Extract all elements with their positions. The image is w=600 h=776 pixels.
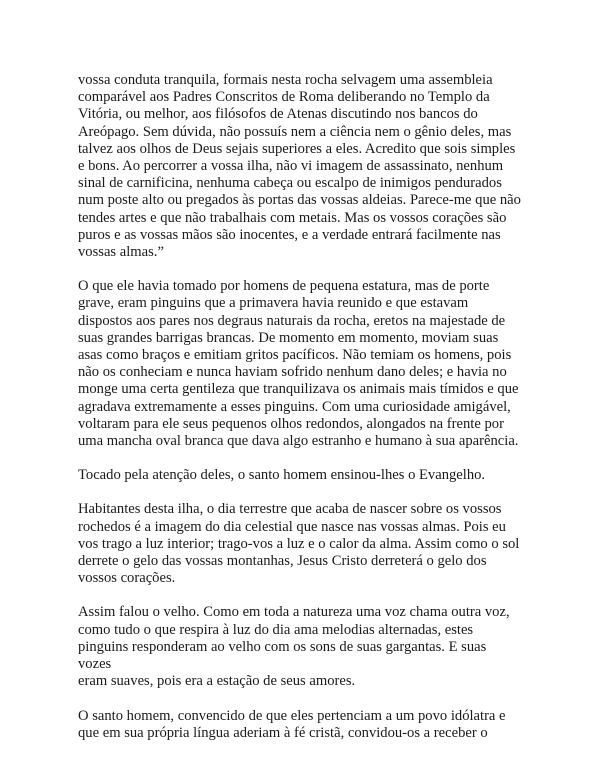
paragraph-4: Habitantes desta ilha, o dia terrestre que acaba de nascer sobre os vossos rochedos é a imagem do dia celestial que nasce nas vossas almas. Pois eu vos trago a luz interior; trago-vos a luz e o calor da alma. Assim como o sol derrete o gelo das vossas montanhas, Jesus Cristo derreterá o gelo dos vossos corações. (78, 501, 520, 587)
paragraph-5: Assim falou o velho. Como em toda a natureza uma voz chama outra voz, como tudo o que respira à luz do dia ama melodias alternadas, estes pinguins responderam ao velho com os sons de suas gargantas. E suas vozes eram suaves, pois era a estação de seus amores. (78, 604, 510, 690)
paragraph-2: O que ele havia tomado por homens de pequena estatura, mas de porte grave, eram pinguins que a primavera havia reunido e que estavam dispostos aos pares nos degraus naturais da rocha, eretos na majestade de suas grandes barrigas brancas. De momento em momento, moviam suas asas como braços e emitiam gritos pacíficos. Não temiam os homens, pois não os conheciam e nunca haviam sofrido nenhum dano deles; e havia no monge uma certa gentileza que tranquilizava os animais mais tímidos e que agradava extremamente a esses pinguins. Com uma curiosidade amigável, voltaram para ele seus pequenos olhos redondos, alongados na frente por uma mancha oval branca que dava algo estranho e humano à sua aparência. (78, 278, 519, 450)
paragraph-1: vossa conduta tranquila, formais nesta rocha selvagem uma assembleia comparável aos Padres Conscritos de Roma deliberando no Templo da Vitória, ou melhor, aos filósofos de Atenas discutindo nos bancos do Areópago. Sem dúvida, não possuís nem a ciência nem o gênio deles, mas talvez aos olhos de Deus sejais superiores a eles. Acredito que sois simples e bons. Ao percorrer a vossa ilha, não vi imagem de assassinato, nenhum sinal de carnificina, nenhuma cabeça ou escalpo de inimigos pendurados num poste alto ou pregados às portas das vossas aldeias. Parece-me que não tendes artes e que não trabalhais com metais. Mas os vossos corações são puros e as vossas mãos são inocentes, e a verdade entrará facilmente nas vossas almas.” (78, 72, 521, 261)
paragraph-3: Tocado pela atenção deles, o santo homem ensinou-lhes o Evangelho. (78, 467, 486, 484)
paragraph-6: O santo homem, convencido de que eles pertenciam a um povo idólatra e que em sua própria língua aderiam à fé cristã, convidou-os a receber o (78, 707, 506, 741)
document-page (78, 72, 522, 759)
